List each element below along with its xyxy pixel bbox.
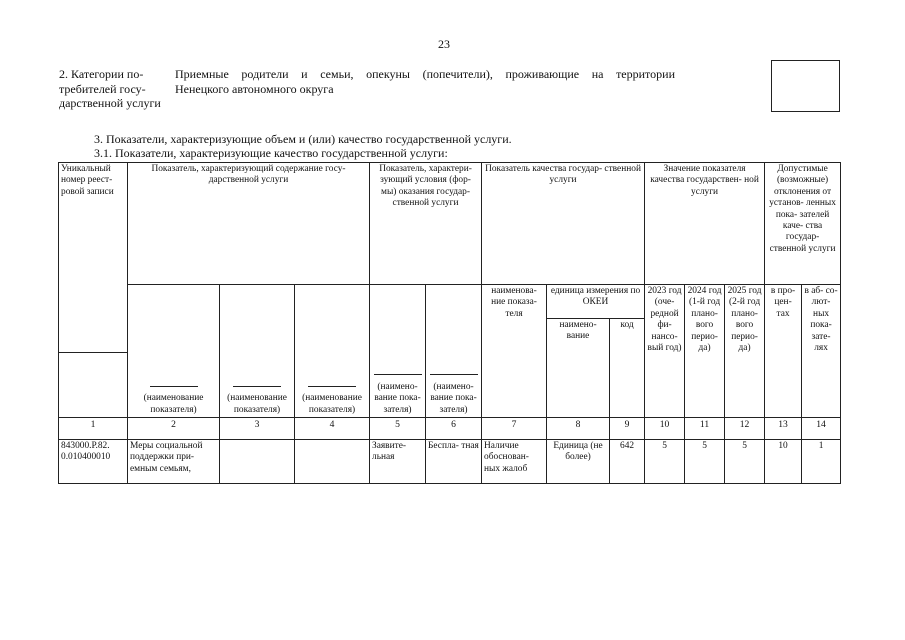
- header-condition-indicator: Показатель, характери- зующий условия (фор- мы) оказания государ- ственной услуги: [370, 163, 482, 285]
- category-label: 2. Категории по- требителей госу- дарственной услуги: [59, 67, 161, 110]
- cell-value-2023: 5: [645, 440, 685, 484]
- column-number: 12: [725, 418, 765, 440]
- cell-content-1: Меры социальной поддержки при- емным семьям,: [128, 440, 220, 484]
- cell-unit-code: 642: [610, 440, 645, 484]
- header-year-2024: 2024 год (1-й год плано- вого перио- да): [685, 285, 725, 418]
- header-year-2023: 2023 год (оче- редной фи- нансо- вый год): [645, 285, 685, 418]
- cell-registry-number: 843000.Р.82. 0.010400010: [59, 440, 128, 484]
- header-okei-name: наимено- вание: [547, 319, 610, 418]
- cell-unit-name: Единица (не более): [547, 440, 610, 484]
- column-number: 3: [220, 418, 295, 440]
- page-number: 23: [438, 37, 450, 51]
- column-number: 2: [128, 418, 220, 440]
- column-number: 10: [645, 418, 685, 440]
- header-okei-code: код: [610, 319, 645, 418]
- section-3-1-title: 3.1. Показатели, характеризующие качество государственной услуги:: [94, 146, 448, 160]
- cell-indicator-name: Наличие обоснован- ных жалоб: [482, 440, 547, 484]
- category-value-line2: Ненецкого автономного округа: [175, 81, 334, 96]
- cell-condition-1: Заявите- льная: [370, 440, 426, 484]
- header-deviations: Допустимые (возможные) отклонения от установ- ленных пока- зателей каче- ства государ- ственной услуги: [765, 163, 841, 285]
- header-name-col5: (наимено- вание пока- зателя): [370, 353, 426, 418]
- header-deviation-percent: в про- цен- тах: [765, 285, 802, 418]
- table-row: [59, 440, 841, 484]
- header-quality-value: Значение показателя качества государствен- ной услуги: [645, 163, 765, 285]
- category-value-line1: Приемные родители и семьи, опекуны (попечители), проживающие на территории: [175, 67, 675, 81]
- section-3-title: 3. Показатели, характеризующие объем и (или) качество государственной услуги.: [94, 132, 512, 146]
- header-okei-unit: единица измерения по ОКЕИ: [547, 285, 645, 319]
- header-year-2025: 2025 год (2-й год плано- вого перио- да): [725, 285, 765, 418]
- column-number: 7: [482, 418, 547, 440]
- column-number: 14: [802, 418, 841, 440]
- category-value: [175, 67, 675, 96]
- cell-content-3: [295, 440, 370, 484]
- cell-deviation-percent: 10: [765, 440, 802, 484]
- column-number: 1: [59, 418, 128, 440]
- column-numbers-row: [59, 418, 841, 440]
- header-unique-number: Уникальный номер реест- ровой записи: [59, 163, 128, 353]
- column-number: 6: [426, 418, 482, 440]
- header-name-col4: (наименование показателя): [295, 353, 370, 418]
- column-number: 9: [610, 418, 645, 440]
- cell-condition-2: Беспла- тная: [426, 440, 482, 484]
- cell-value-2024: 5: [685, 440, 725, 484]
- header-name-col2: (наименование показателя): [128, 353, 220, 418]
- header-quality-indicator: Показатель качества государ- ственной услуги: [482, 163, 645, 285]
- cell-deviation-absolute: 1: [802, 440, 841, 484]
- quality-indicators-table: [58, 162, 841, 484]
- column-number: 8: [547, 418, 610, 440]
- column-number: 11: [685, 418, 725, 440]
- cell-value-2025: 5: [725, 440, 765, 484]
- header-name-col3: (наименование показателя): [220, 353, 295, 418]
- column-number: 5: [370, 418, 426, 440]
- header-indicator-name: наименова- ние показа- теля: [482, 285, 547, 418]
- column-number: 13: [765, 418, 802, 440]
- header-deviation-absolute: в аб- со- лют- ных пока- зате- лях: [802, 285, 841, 418]
- registry-code-box: [771, 60, 840, 112]
- header-name-col6: (наимено- вание пока- зателя): [426, 353, 482, 418]
- header-content-indicator: Показатель, характеризующий содержание госу- дарственной услуги: [128, 163, 370, 285]
- column-number: 4: [295, 418, 370, 440]
- cell-content-2: [220, 440, 295, 484]
